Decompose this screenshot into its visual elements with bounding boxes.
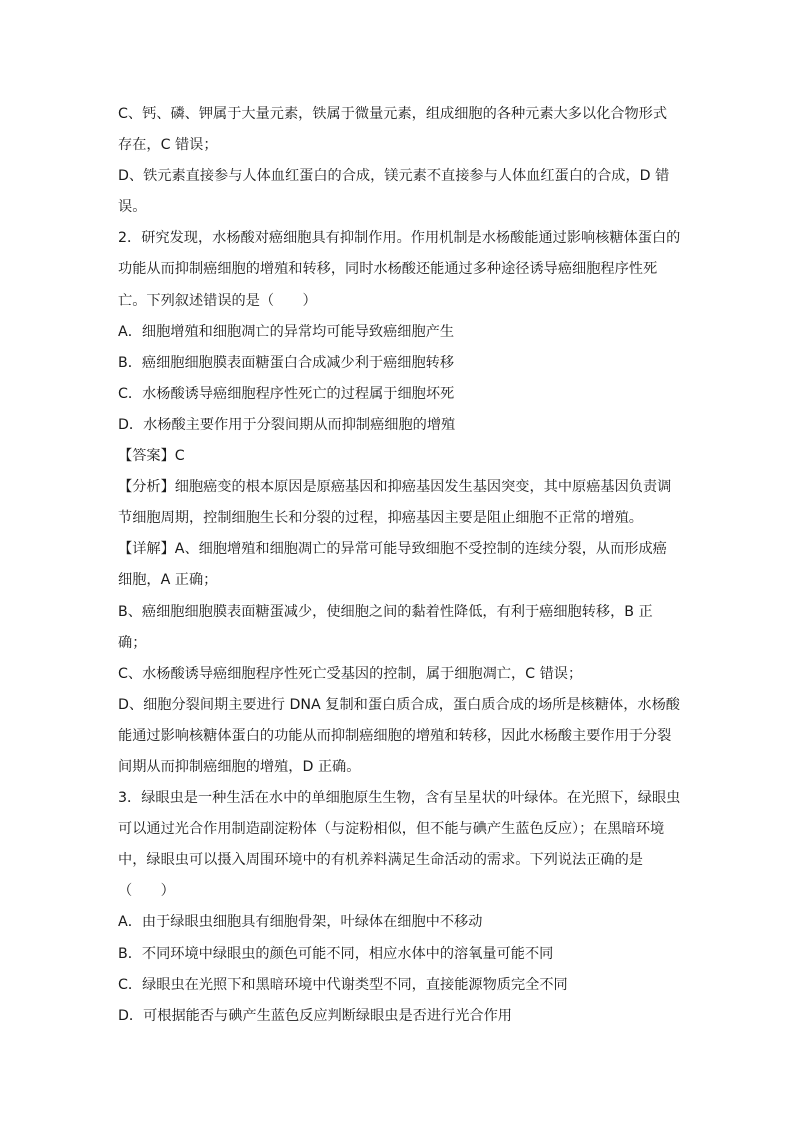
- explanation-line: 【详解】A、细胞增殖和细胞凋亡的异常可能导致细胞不受控制的连续分裂，从而形成癌: [118, 541, 667, 558]
- text-line: D、铁元素直接参与人体血红蛋白的合成，镁元素不直接参与人体血红蛋白的合成，D 错: [118, 168, 670, 185]
- text-line: 误。: [118, 199, 147, 216]
- text-line: 间期从而抑制癌细胞的增殖，D 正确。: [118, 758, 361, 775]
- text-line: C、水杨酸诱导癌细胞程序性死亡受基因的控制，属于细胞凋亡，C 错误；: [118, 665, 583, 682]
- question-3-option-c: C．绿眼虫在光照下和黑暗环境中代谢类型不同，直接能源物质完全不同: [118, 976, 568, 993]
- question-2-option-d: D．水杨酸主要作用于分裂间期从而抑制癌细胞的增殖: [118, 416, 456, 433]
- text-line: B、癌细胞细胞膜表面糖蛋减少，使细胞之间的黏着性降低，有利于癌细胞转移，B 正: [118, 603, 653, 620]
- analysis-line: 【分析】细胞癌变的根本原因是原癌基因和抑癌基因发生基因突变，其中原癌基因负责调: [118, 479, 672, 496]
- text-line: 细胞，A 正确；: [118, 572, 218, 589]
- text-line: 亡。下列叙述错误的是（ ）: [118, 292, 317, 309]
- text-line: 节细胞周期，控制细胞生长和分裂的过程，抑癌基因主要是阻止细胞不正常的增殖。: [118, 510, 643, 527]
- text-line: 存在，C 错误；: [118, 137, 218, 154]
- text-line: （ ）: [118, 883, 175, 900]
- text-line: D、细胞分裂间期主要进行 DNA 复制和蛋白质合成，蛋白质合成的场所是核糖体，水杨酸: [118, 696, 680, 713]
- text-line: 可以通过光合作用制造副淀粉体（与淀粉相似，但不能与碘产生蓝色反应）；在黑暗环境: [118, 821, 665, 838]
- question-2-stem: 2．研究发现，水杨酸对癌细胞具有抑制作用。作用机制是水杨酸能通过影响核糖体蛋白的: [118, 230, 681, 247]
- question-3-option-b: B．不同环境中绿眼虫的颜色可能不同，相应水体中的溶氧量可能不同: [118, 945, 554, 962]
- question-3-option-d: D．可根据能否与碘产生蓝色反应判断绿眼虫是否进行光合作用: [118, 1007, 512, 1024]
- question-3-stem: 3．绿眼虫是一种生活在水中的单细胞原生生物，含有呈星状的叶绿体。在光照下，绿眼虫: [118, 790, 681, 807]
- question-2-option-a: A．细胞增殖和细胞凋亡的异常均可能导致癌细胞产生: [118, 323, 455, 340]
- text-line: 能通过影响核糖体蛋白的功能从而抑制癌细胞的增殖和转移，因此水杨酸主要作用于分裂: [118, 727, 672, 744]
- question-2-option-b: B．癌细胞细胞膜表面糖蛋白合成减少利于癌细胞转移: [118, 354, 455, 371]
- text-line: 功能从而抑制癌细胞的增殖和转移，同时水杨酸还能通过多种途径诱导癌细胞程序性死: [118, 261, 658, 278]
- text-line: C、钙、磷、钾属于大量元素，铁属于微量元素，组成细胞的各种元素大多以化合物形式: [118, 106, 668, 122]
- answer-line: 【答案】C: [118, 448, 185, 465]
- text-line: 中，绿眼虫可以摄入周围环境中的有机养料满足生命活动的需求。下列说法正确的是: [118, 852, 643, 869]
- text-line: 确；: [118, 634, 147, 651]
- document-body: [118, 99, 688, 1032]
- question-2-option-c: C．水杨酸诱导癌细胞程序性死亡的过程属于细胞坏死: [118, 385, 455, 402]
- question-3-option-a: A．由于绿眼虫细胞具有细胞骨架，叶绿体在细胞中不移动: [118, 914, 483, 931]
